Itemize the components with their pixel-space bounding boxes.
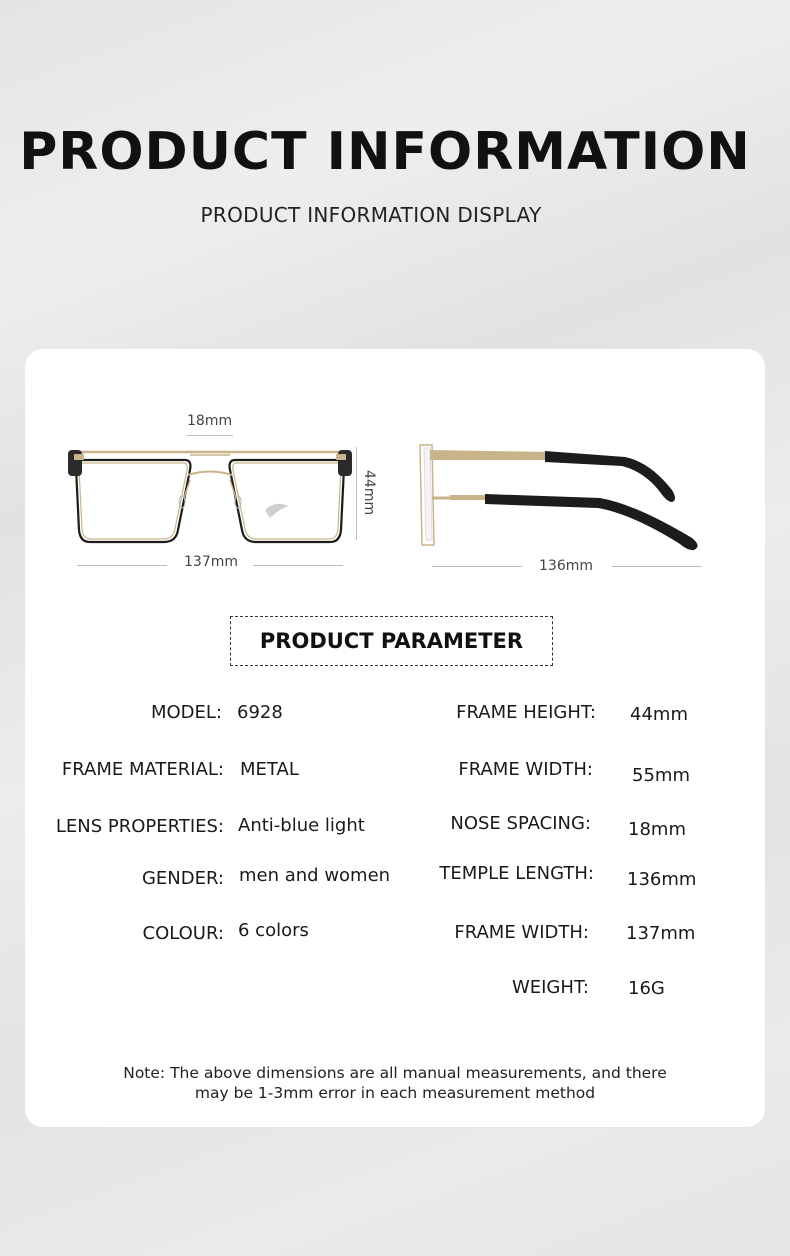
param-value-frame-material: METAL [240,759,299,780]
param-value-temple-length: 136mm [627,869,697,890]
param-value-weight: 16G [628,978,665,999]
param-value-gender: men and women [239,865,391,886]
param-value-frame-width-2: 137mm [626,923,696,944]
temple-length-line-right [612,566,702,567]
temple-length-line-left [432,566,522,567]
param-value-nose-spacing: 18mm [628,819,686,840]
param-label-colour: COLOUR: [142,923,224,944]
glasses-side-view [410,440,710,555]
bridge-dimension: 18mm [187,413,233,429]
left-lens-rim [76,460,190,542]
right-lens-rim [230,460,344,542]
param-label-frame-height: FRAME HEIGHT: [456,702,596,723]
note-line-2: may be 1-3mm error in each measurement method [194,1084,596,1102]
param-value-lens-properties: Anti-blue light [238,815,365,836]
bridge-dimension-line [187,435,233,436]
param-label-frame-material: FRAME MATERIAL: [61,759,224,780]
glasses-front-view [60,440,360,550]
param-value-model: 6928 [237,702,283,723]
param-label-frame-width: FRAME WIDTH: [458,759,593,780]
product-parameter-heading: PRODUCT PARAMETER [230,616,553,666]
lens-height-dimension: 44mm [361,470,377,516]
param-label-gender: GENDER: [141,868,224,889]
param-label-model: MODEL: [150,702,222,723]
param-label-lens-properties: LENS PROPERTIES: [55,816,224,837]
param-value-frame-height: 44mm [630,704,688,725]
page-title: PRODUCT INFORMATION [19,122,751,182]
front-width-dimension: 137mm [184,554,238,570]
temple-length-dimension: 136mm [539,558,593,574]
param-value-colour: 6 colors [238,920,309,941]
param-label-nose-spacing: NOSE SPACING: [450,813,591,834]
note-line-1: Note: The above dimensions are all manual measurements, and there [123,1064,667,1082]
param-value-frame-width: 55mm [632,765,690,786]
front-width-line-right [253,565,343,566]
param-label-frame-width-2: FRAME WIDTH: [454,922,589,943]
page-subtitle: PRODUCT INFORMATION DISPLAY [200,203,542,227]
param-label-weight: WEIGHT: [511,977,589,998]
front-width-line-left [77,565,167,566]
measurement-note [60,1063,730,1103]
lower-temple-tip [485,494,698,550]
param-label-temple-length: TEMPLE LENGTH: [439,863,594,884]
upper-temple-tip [545,451,675,502]
